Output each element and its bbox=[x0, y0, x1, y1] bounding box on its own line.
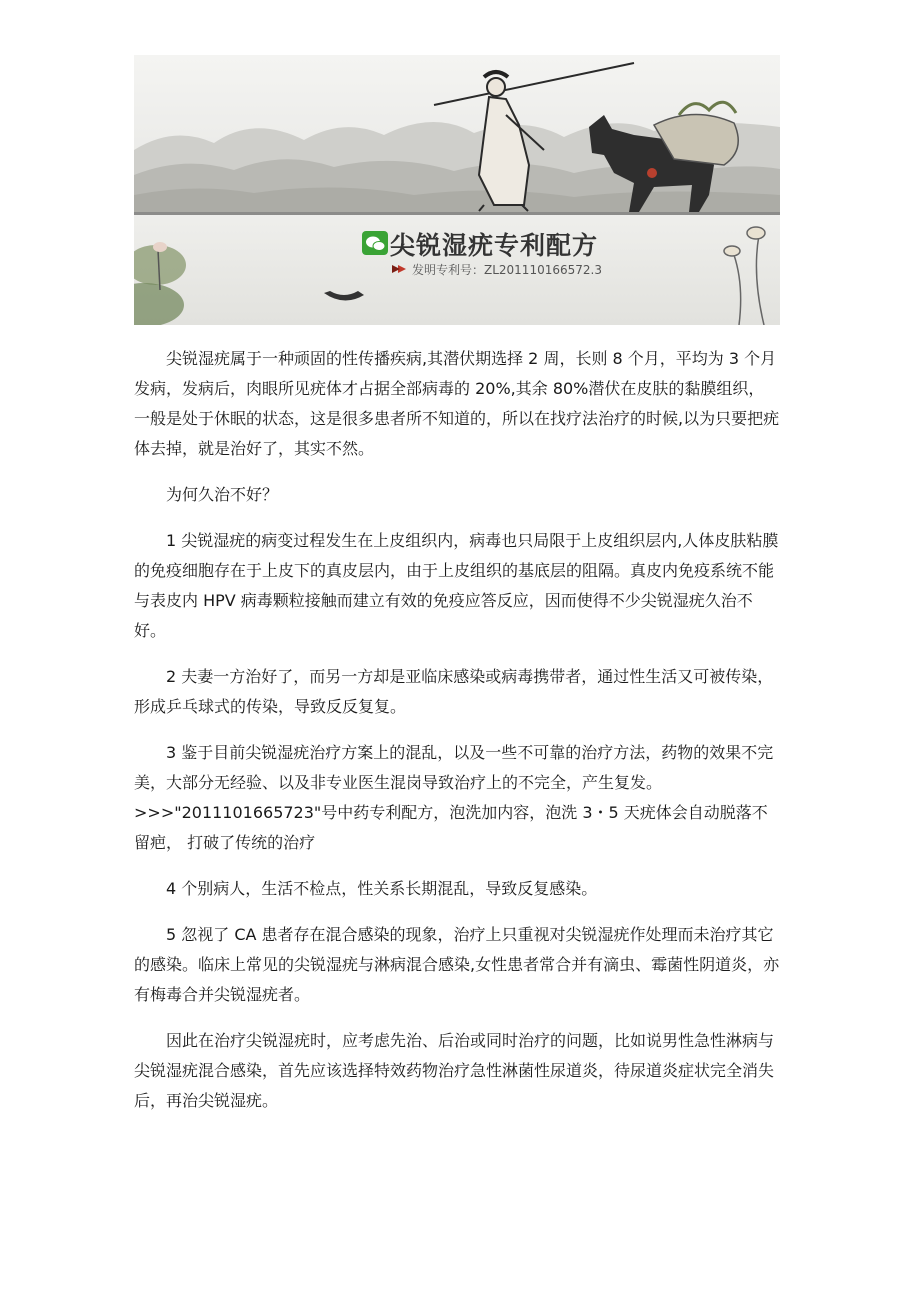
wechat-icon bbox=[362, 231, 388, 255]
reason-3-promo: >>>"2011101665723"号中药专利配方，泡洗加内容，泡洗 3・5 天疣体会自动脱落不留疤， 打破了传统的治疗 bbox=[134, 803, 768, 852]
banner-title: 尖锐湿疣专利配方 bbox=[390, 231, 599, 260]
question-heading: 为何久治不好？ bbox=[166, 485, 279, 504]
article-body bbox=[134, 344, 780, 1132]
conclusion-paragraph: 因此在治疗尖锐湿疣时，应考虑先治、后治或同时治疗的问题，比如说男性急性淋病与尖锐湿疣混合感染，首先应该选择特效药物治疗急性淋菌性尿道炎，待尿道炎症状完全消失后，再治尖锐湿疣。 bbox=[134, 1031, 775, 1110]
banner-patent-number: 发明专利号：ZL201110166572.3 bbox=[412, 263, 602, 277]
reason-5-paragraph: 5 忽视了 CA 患者存在混合感染的现象，治疗上只重视对尖锐湿疣作处理而未治疗其它的感染。临床上常见的尖锐湿疣与淋病混合感染,女性患者常合并有滴虫、霉菌性阴道炎，亦有梅毒合并尖锐湿疣者。 bbox=[134, 925, 780, 1004]
banner-image bbox=[134, 55, 780, 325]
reason-4-paragraph: 4 个别病人，生活不检点，性关系长期混乱，导致反复感染。 bbox=[166, 879, 598, 898]
reason-3-paragraph: 3 鉴于目前尖锐湿疣治疗方案上的混乱，以及一些不可靠的治疗方法，药物的效果不完美，大部分无经验、以及非专业医生混岗导致治疗上的不完全，产生复发。 bbox=[134, 743, 774, 792]
reason-1-paragraph: 1 尖锐湿疣的病变过程发生在上皮组织内，病毒也只局限于上皮组织层内,人体皮肤粘膜的免疫细胞存在于上皮下的真皮层内，由于上皮组织的基底层的阻隔。真皮内免疫系统不能与表皮内 HPV 病毒颗粒接触而建立有效的免疫应答反应，因而使得不少尖锐湿疣久治不好。 bbox=[134, 531, 779, 640]
intro-paragraph: 尖锐湿疣属于一种顽固的性传播疾病,其潜伏期选择 2 周，长则 8 个月，平均为 3 个月发病，发病后，肉眼所见疣体才占据全部病毒的 20%,其余 80%潜伏在皮肤的黏膜组织，一般是处于休眠的状态，这是很多患者所不知道的，所以在找疗法治疗的时候,以为只要把疣体去掉，就是治好了，其实不然。 bbox=[134, 349, 780, 458]
ink-painting-illustration bbox=[134, 55, 780, 325]
reason-2-paragraph: 2 夫妻一方治好了，而另一方却是亚临床感染或病毒携带者，通过性生活又可被传染，形成乒乓球式的传染，导致反反复复。 bbox=[134, 667, 774, 716]
